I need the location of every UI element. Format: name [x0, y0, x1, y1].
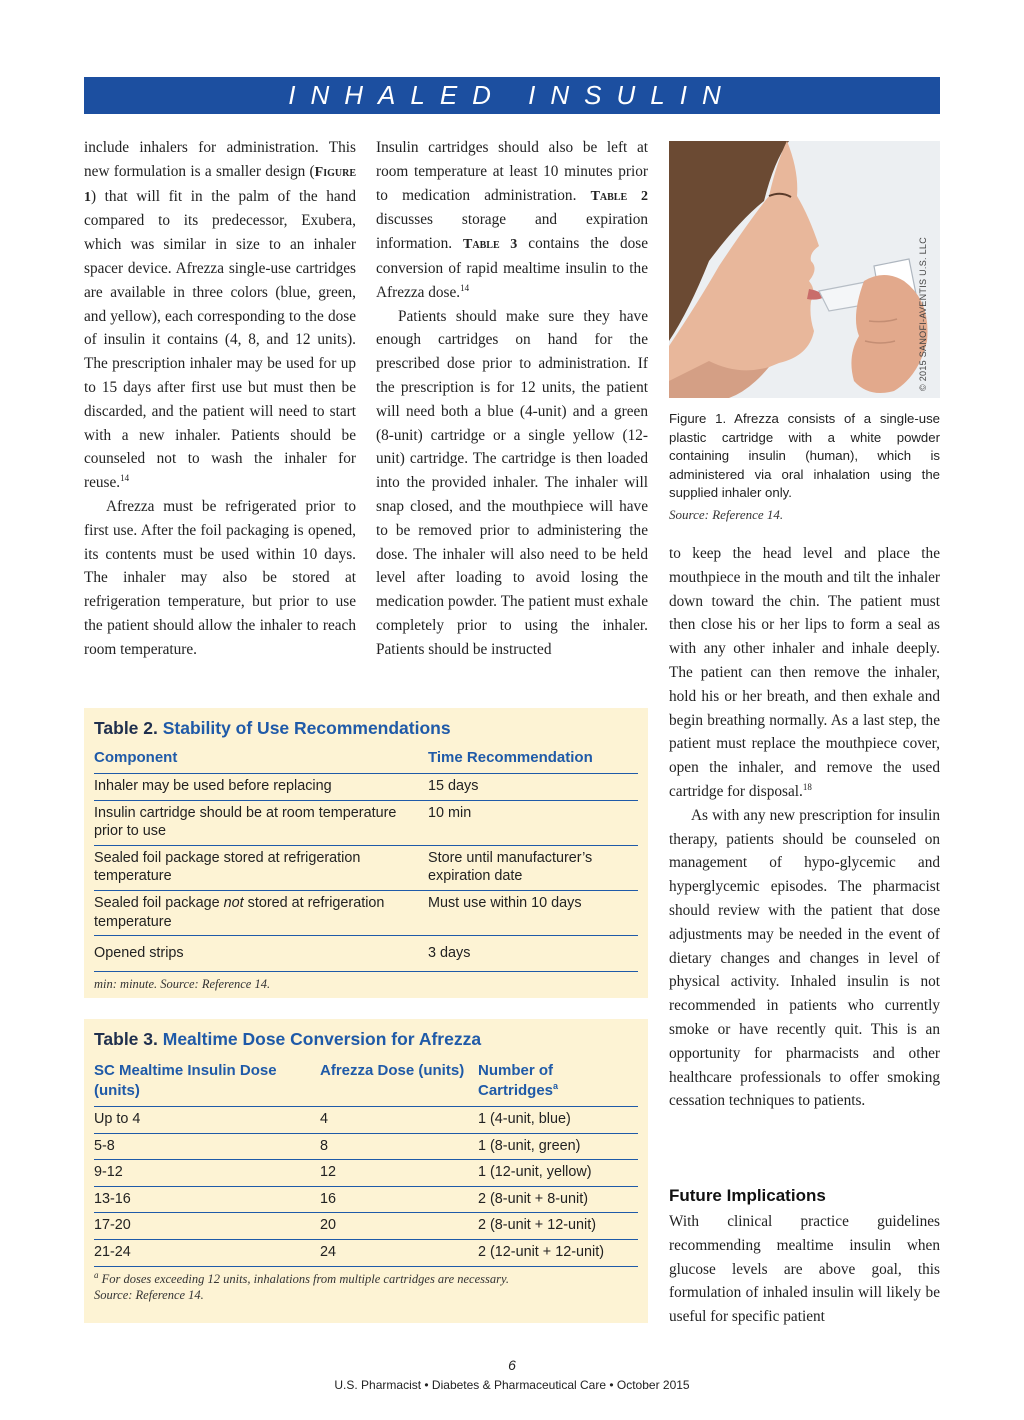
column-header: Time Recommendation	[428, 749, 593, 766]
column-header: SC Mealtime Insulin Dose (units)	[94, 1062, 277, 1099]
table-row	[94, 801, 638, 846]
table-cell: 1 (4-unit, blue)	[478, 1111, 571, 1127]
column-header: Component	[94, 749, 178, 766]
table-cell: 21-24	[94, 1243, 131, 1260]
column-header: Number of Cartridges$^a$	[478, 1062, 559, 1099]
table-cell: Opened strips	[94, 945, 184, 962]
table-cell: 9-12	[94, 1164, 123, 1181]
paragraph: Patients should make sure they have enough cartridges on hand for the prescribed dose prior to administration. If the prescription is for 12 units, the patient will need both a blue (4-unit) and a green (8-unit) cartridge or a single yellow (12-unit) cartridge. The cartridge is then loaded into the provided inhaler. The inhaler will snap closed, and the mouthpiece will have to be removed prior to administering the dose. The inhaler will also need to be held level after loading to avoid losing the medication powder. The patient must exhale completely prior to using the inhaler. Patients should be instructed	[376, 307, 648, 658]
citation: 14	[460, 282, 470, 293]
citation: 18	[802, 781, 812, 792]
page-number: 6	[508, 1357, 516, 1373]
table-cell: 16	[320, 1190, 337, 1207]
woman-inhaler-illustration	[669, 141, 940, 398]
table-row	[94, 1213, 638, 1240]
table-row	[94, 1160, 638, 1187]
table-row	[94, 1187, 638, 1214]
figure-1-photo	[669, 141, 940, 398]
paragraph: Insulin cartridges should also be left at room temperature at least 10 minutes prior to medication administration. Table 2 discusses storage and expiration information. Table 3 contains the dose conversion of rapid mealtime insulin to the Afrezza dose.$^{14}$	[376, 139, 648, 301]
paragraph: include inhalers for administration. This new formulation is a smaller design (Figure 1) that will fit in the palm of the hand compared to its predecessor, Exubera, which was similar in size to an inhaler spacer device. Afrezza single-use cartridges are available in three colors (blue, green, and yellow), each corresponding to the dose of insulin it contains (4, 8, and 12 units). The prescription inhaler may be used for up to 15 days after first use but must then be discarded, and the patient will need to start with a new inhaler. Patients should be counseled not to wash the inhaler for reuse.$^{14}$	[84, 139, 356, 492]
figure-reference[interactable]: Figure 1	[84, 164, 356, 205]
table-reference[interactable]: Table 2	[590, 188, 648, 204]
table-header-row	[94, 1061, 638, 1107]
table-row	[94, 1134, 638, 1161]
table-row	[94, 1240, 638, 1267]
table-cell: 12	[320, 1164, 337, 1181]
table-cell: Sealed foil package not stored at refrigeration temperature	[94, 894, 385, 930]
table-cell: 17-20	[94, 1217, 131, 1234]
article-column-1	[84, 136, 356, 662]
paragraph: to keep the head level and place the mouthpiece in the mouth and tilt the inhaler down toward the chin. The patient must then close his or her lips to form a seal as with any other inhaler and inhale deeply. The patient can then remove the inhaler, hold his or her breath, and then exhale and begin breathing normally. As a last step, the patient must replace the mouthpiece cover, open the inhaler, and remove the used cartridge for disposal.$^{18}$	[669, 545, 940, 800]
table-title: Table 3. Mealtime Dose Conversion for Afrezza	[94, 1029, 482, 1049]
table-cell: Must use within 10 days	[428, 894, 582, 911]
table-cell: 2 (8-unit + 8-unit)	[478, 1190, 588, 1207]
table-cell: Store until manufacturer’s expiration date	[428, 849, 593, 885]
table-cell: 10 min	[428, 804, 472, 821]
table-row	[94, 846, 638, 891]
table-row	[94, 1107, 638, 1134]
table-cell: 5-8	[94, 1137, 115, 1154]
table-note: min: minute. Source: Reference 14.	[94, 976, 271, 991]
table-reference[interactable]: Table 3	[463, 237, 518, 253]
table-cell: 1 (8-unit, green)	[478, 1137, 581, 1154]
table-cell: 15 days	[428, 778, 479, 794]
article-column-3	[669, 542, 940, 1113]
table-cell: 13-16	[94, 1190, 131, 1207]
table-row	[94, 936, 638, 972]
section-banner	[84, 77, 940, 114]
table-title: Table 2. Stability of Use Recommendations	[94, 718, 451, 738]
table-2	[84, 708, 648, 998]
table-cell: 3 days	[428, 945, 471, 962]
table-cell: Sealed foil package stored at refrigeration temperature	[94, 849, 361, 885]
table-source: Source: Reference 14.	[94, 1287, 204, 1302]
table-cell: 8	[320, 1137, 329, 1154]
column-header: Afrezza Dose (units)	[320, 1062, 465, 1079]
section-heading: Future Implications	[669, 1186, 826, 1205]
article-column-2	[376, 136, 648, 662]
table-cell: 4	[320, 1111, 329, 1127]
table-header-row	[94, 748, 638, 774]
paragraph: As with any new prescription for insulin therapy, patients should be counseled on management of hypo-glycemic and hyperglycemic episodes. The pharmacist should review with the patient that dose adjustments may be needed in the event of dietary changes and changes in level of physical activity. Inhaled insulin is not recommended in patients who currently smoke or have recently quit. This is an opportunity for pharmacists and other healthcare professionals to offer smoking cessation techniques to patients.	[669, 806, 940, 1110]
table-cell: Up to 4	[94, 1111, 141, 1127]
paragraph: Afrezza must be refrigerated prior to first use. After the foil packaging is opened, its contents must be used within 10 days. The inhaler may also be stored at refrigeration temperature, but prior to use the patient should allow the inhaler to reach room temperature.	[84, 497, 356, 658]
citation: 14	[120, 473, 130, 484]
figure-caption: Figure 1. Afrezza consists of a single-use plastic cartridge with a white powder containing insulin (human), which is administered via oral inhalation using the supplied inhaler only.	[669, 411, 940, 500]
copyright-notice: © 2015 SANOFI-AVENTIS U.S. LLC	[918, 236, 928, 391]
table-cell: 2 (12-unit + 12-unit)	[478, 1243, 604, 1260]
table-cell: 24	[320, 1243, 337, 1260]
table-note: $^a$ For doses exceeding 12 units, inhalations from multiple cartridges are necessary. Source: Reference 14.	[94, 1269, 509, 1302]
table-cell: 2 (8-unit + 12-unit)	[478, 1217, 596, 1234]
article-column-3-continued	[669, 1210, 940, 1329]
table-cell: 1 (12-unit, yellow)	[478, 1164, 592, 1181]
table-row	[94, 774, 638, 801]
journal-footer: U.S. Pharmacist • Diabetes & Pharmaceutical Care • October 2015	[334, 1378, 690, 1392]
table-cell: 20	[320, 1217, 337, 1234]
figure-source: Source: Reference 14.	[669, 507, 784, 522]
table-row	[94, 891, 638, 936]
table-3	[84, 1019, 648, 1323]
paragraph: With clinical practice guidelines recommending mealtime insulin when glucose levels are above goal, this formulation of inhaled insulin will likely be useful for specific patient	[669, 1213, 940, 1326]
table-cell: Inhaler may be used before replacing	[94, 778, 332, 794]
table-cell: Insulin cartridge should be at room temperature prior to use	[94, 804, 397, 840]
banner-title: INHALED INSULIN	[288, 80, 736, 110]
